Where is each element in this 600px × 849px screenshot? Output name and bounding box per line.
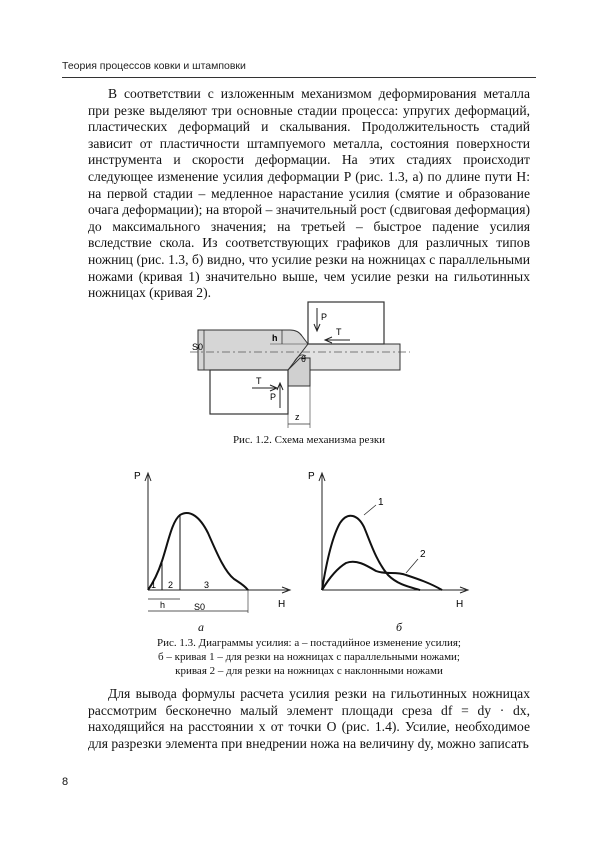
- figure-1-2-caption: Рис. 1.2. Схема механизма резки: [232, 434, 386, 446]
- figure-1-3-sublabel-a: а: [198, 620, 204, 634]
- figure-1-3b-diagram: [306, 465, 481, 615]
- a-xlabel: H: [278, 599, 286, 610]
- s0-label: S0: [192, 342, 204, 352]
- paragraph-1: В соответствии с изложенным механизмом деформирования металла при резке выделяют три основные стадии процесса: упругих деформаций, пластических деформаций и скалывания. Продолжительность стадий зависит от пластичности штампуемого металла, состояния поверхности инструмента и скорости деформации. На этих стадиях происходит следующее изменение усилия деформации P (рис. 1.3, а) по длине пути H: на первой стадии – медленное нарастание усилия (смятие и образование очага деформации); на второй – значительный рост (сдвиговая деформация) до максимального значения; на третьей – быстрое падение усилия вследствие скола. Из соответствующих графиков для различных типов ножниц (рис. 1.3, б) видно, что усилие резки на ножницах с параллельными ножами (кривая 1) значительно выше, чем усилие резки на гильотинных ножницах (кривая 2).: [88, 86, 530, 301]
- z-label: z: [295, 412, 300, 422]
- paragraph-2: Для вывода формулы расчета усилия резки на гильотинных ножницах рассмотрим бесконечно малый элемент площади среза df = dy · dx, находящийся на расстоянии x от точки O (рис. 1.4). Усилие, необходимое для разрезки элемента при внедрении ножа на величину dy, можно записать: [88, 686, 530, 751]
- a-stage1-label: 1: [151, 580, 157, 590]
- lower-knife: [210, 370, 288, 414]
- a-ylabel: P: [134, 471, 141, 482]
- a-force-curve: [148, 513, 248, 590]
- figure-1-2-cutting-scheme: [190, 300, 420, 430]
- header-rule: [62, 77, 536, 78]
- h-label: h: [272, 333, 278, 343]
- p-bottom-label: P: [270, 392, 277, 402]
- running-header: Теория процессов ковки и штамповки: [62, 60, 246, 72]
- b-xlabel: H: [456, 599, 464, 610]
- p-top-label: P: [321, 312, 328, 322]
- a-h-label: h: [160, 600, 166, 610]
- figure-1-3a-diagram: [128, 465, 303, 615]
- a-s0-label: S0: [194, 602, 206, 612]
- figure-1-3-caption-line3: кривая 2 – для резки на ножницах с наклонными ножами: [175, 665, 443, 677]
- figure-1-3-caption: [88, 636, 530, 678]
- theta-label: θ: [301, 354, 307, 364]
- a-stage3-label: 3: [204, 580, 210, 590]
- figure-1-3-sublabel-b: б: [396, 620, 403, 634]
- t-bottom-label: T: [256, 376, 262, 386]
- b-curve2-label: 2: [420, 549, 426, 560]
- page-number: 8: [62, 776, 69, 788]
- upper-knife: [308, 302, 384, 344]
- b-curve-1: [322, 516, 420, 590]
- figure-1-3-caption-line1: Рис. 1.3. Диаграммы усилия: а – постадийное изменение усилия;: [156, 637, 461, 649]
- workpiece-left: [198, 330, 308, 370]
- figure-1-3-caption-line2: б – кривая 1 – для резки на ножницах с параллельными ножами;: [158, 651, 460, 663]
- b-ylabel: P: [308, 471, 315, 482]
- a-stage2-label: 2: [168, 580, 174, 590]
- b-curve1-label: 1: [378, 497, 384, 508]
- t-top-label: T: [336, 327, 342, 337]
